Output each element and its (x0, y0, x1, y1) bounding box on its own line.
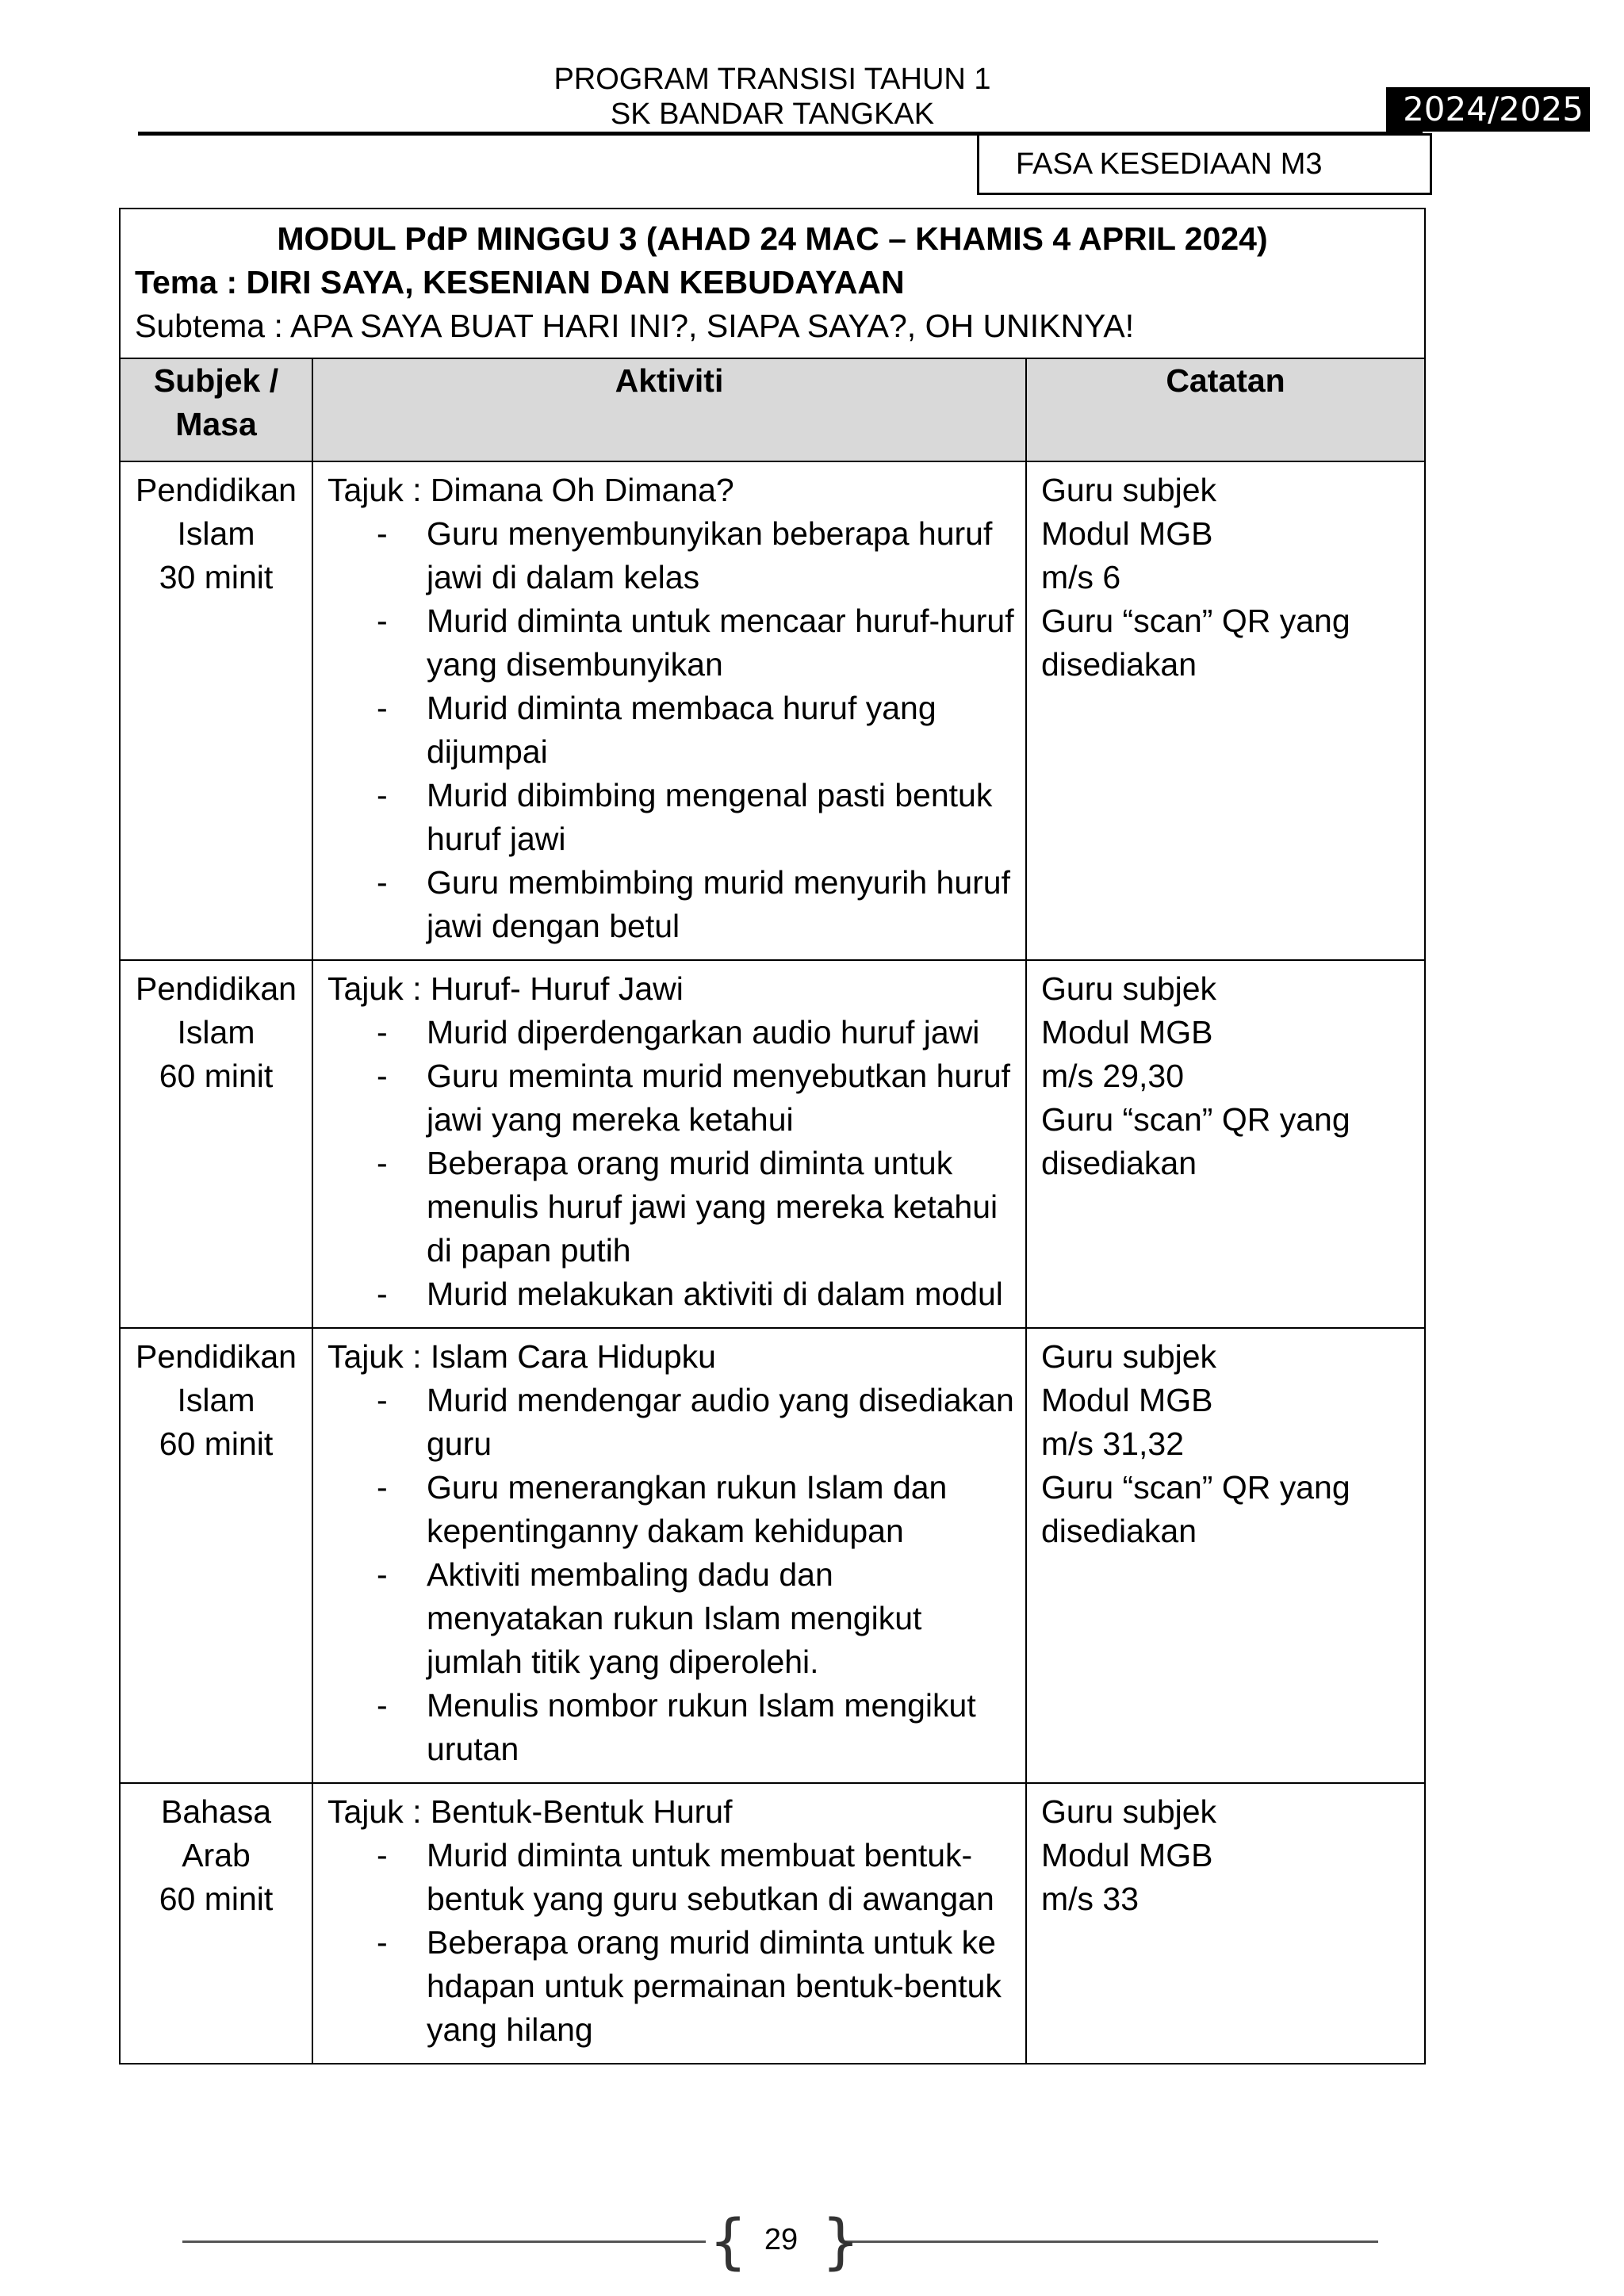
activity-step (327, 1834, 1016, 1921)
activity-step (327, 1142, 1016, 1272)
activity-steps (327, 1834, 1016, 2052)
year-badge: 2024/2025 (1386, 87, 1590, 132)
notes-cell (1026, 1783, 1425, 2064)
subject-line: Arab (182, 1837, 251, 1873)
bullet-dash: - (377, 777, 388, 813)
activity-step (327, 687, 1016, 774)
notes-line: Modul MGB (1041, 515, 1213, 552)
activity-step (327, 774, 1016, 861)
activity-step (327, 1921, 1016, 2052)
activity-step (327, 861, 1016, 948)
activity-step (327, 1684, 1016, 1771)
column-header-subject (120, 358, 312, 461)
activity-step-text: Guru membimbing murid menyurih huruf jawi dengan betul (427, 864, 1010, 944)
header-school-name: SK BANDAR TANGKAK (610, 98, 935, 131)
activity-steps (327, 1011, 1016, 1316)
footer-right-bracket: } (822, 2206, 860, 2276)
notes-line: m/s 31,32 (1041, 1425, 1185, 1462)
activity-step-text: Menulis nombor rukun Islam mengikut urutan (427, 1687, 976, 1767)
activity-step-text: Murid mendengar audio yang disediakan guru (427, 1382, 1014, 1462)
notes-line: Guru subjek (1041, 472, 1217, 508)
notes-line: Guru subjek (1041, 1338, 1217, 1375)
activity-title: Tajuk : Islam Cara Hidupku (327, 1338, 716, 1375)
activity-title: Tajuk : Huruf- Huruf Jawi (327, 970, 684, 1007)
notes-line: Modul MGB (1041, 1014, 1213, 1050)
activity-step (327, 1379, 1016, 1466)
activity-step-text: Murid diminta untuk mencaar huruf-huruf yang disembunyikan (427, 603, 1014, 683)
subject-cell (120, 461, 312, 960)
subject-cell (120, 1783, 312, 2064)
activity-cell (312, 461, 1026, 960)
activity-cell (312, 960, 1026, 1328)
subject-line: 60 minit (159, 1425, 274, 1462)
activity-cell (312, 1783, 1026, 2064)
bullet-dash: - (377, 690, 388, 726)
activity-steps (327, 1379, 1016, 1771)
header-program-title: PROGRAM TRANSISI TAHUN 1 (553, 63, 991, 96)
bullet-dash: - (377, 1556, 388, 1593)
activity-title: Tajuk : Dimana Oh Dimana? (327, 472, 734, 508)
bullet-dash: - (377, 1837, 388, 1873)
notes-line: Guru “scan” QR yang disediakan (1041, 1469, 1350, 1549)
activity-step-text: Beberapa orang murid diminta untuk ke hdapan untuk permainan bentuk-bentuk yang hilang (427, 1924, 1002, 2048)
module-title: MODUL PdP MINGGU 3 (AHAD 24 MAC – KHAMIS 4 APRIL 2024) (277, 220, 1268, 257)
subject-line: 30 minit (159, 559, 274, 595)
table-row (120, 1783, 1425, 2064)
fasa-label: FASA KESEDIAAN M3 (977, 133, 1432, 195)
bullet-dash: - (377, 1058, 388, 1094)
activity-step-text: Murid diminta untuk membuat bentuk-bentuk yang guru sebutkan di awangan (427, 1837, 994, 1917)
activity-step-text: Beberapa orang murid diminta untuk menulis huruf jawi yang mereka ketahui di papan putih (427, 1145, 998, 1269)
notes-line: m/s 6 (1041, 559, 1121, 595)
table-row (120, 461, 1425, 960)
notes-cell (1026, 960, 1425, 1328)
column-header-notes: Catatan (1026, 358, 1425, 461)
activity-step (327, 512, 1016, 599)
notes-line: Guru subjek (1041, 1793, 1217, 1830)
bullet-dash: - (377, 1014, 388, 1050)
notes-cell (1026, 1328, 1425, 1783)
subject-line: Pendidikan (136, 1338, 297, 1375)
subject-line: Islam (177, 1382, 255, 1418)
activity-step (327, 1466, 1016, 1553)
bullet-dash: - (377, 864, 388, 901)
notes-cell (1026, 461, 1425, 960)
column-header-row (120, 358, 1425, 461)
activity-steps (327, 512, 1016, 948)
column-header-subject-line1: Subjek / (153, 362, 279, 399)
page-number: 29 (764, 2223, 799, 2256)
activity-step-text: Murid melakukan aktiviti di dalam modul (427, 1276, 1003, 1312)
bullet-dash: - (377, 603, 388, 639)
bullet-dash: - (377, 515, 388, 552)
activity-step (327, 1553, 1016, 1684)
notes-line: m/s 33 (1041, 1881, 1139, 1917)
activity-step (327, 599, 1016, 687)
activity-step-text: Aktiviti membaling dadu dan menyatakan rukun Islam mengikut jumlah titik yang diperolehi. (427, 1556, 922, 1680)
notes-line: Guru “scan” QR yang disediakan (1041, 603, 1350, 683)
notes-line: Modul MGB (1041, 1837, 1213, 1873)
bullet-dash: - (377, 1687, 388, 1724)
module-table (119, 208, 1426, 2064)
activity-step-text: Guru menerangkan rukun Islam dan kepentinganny dakam kehidupan (427, 1469, 948, 1549)
bullet-dash: - (377, 1382, 388, 1418)
activity-step-text: Guru meminta murid menyebutkan huruf jawi yang mereka ketahui (427, 1058, 1011, 1138)
notes-line: m/s 29,30 (1041, 1058, 1185, 1094)
column-header-subject-line2: Masa (175, 406, 257, 442)
notes-line: Guru “scan” QR yang disediakan (1041, 1101, 1350, 1181)
bullet-dash: - (377, 1145, 388, 1181)
activity-step (327, 1272, 1016, 1316)
subject-line: 60 minit (159, 1058, 274, 1094)
module-subtema: Subtema : APA SAYA BUAT HARI INI?, SIAPA SAYA?, OH UNIKNYA! (135, 308, 1135, 344)
activity-step-text: Guru menyembunyikan beberapa huruf jawi di dalam kelas (427, 515, 993, 595)
activity-title: Tajuk : Bentuk-Bentuk Huruf (327, 1793, 733, 1830)
subject-line: Pendidikan (136, 472, 297, 508)
activity-step-text: Murid dibimbing mengenal pasti bentuk huruf jawi (427, 777, 993, 857)
subject-line: Islam (177, 1014, 255, 1050)
module-title-cell (120, 209, 1425, 358)
subject-cell (120, 960, 312, 1328)
bullet-dash: - (377, 1276, 388, 1312)
notes-line: Modul MGB (1041, 1382, 1213, 1418)
activity-step-text: Murid diminta membaca huruf yang dijumpai (427, 690, 936, 770)
table-row (120, 1328, 1425, 1783)
notes-line: Guru subjek (1041, 970, 1217, 1007)
subject-cell (120, 1328, 312, 1783)
activity-step (327, 1054, 1016, 1142)
table-row (120, 960, 1425, 1328)
activity-step-text: Murid diperdengarkan audio huruf jawi (427, 1014, 980, 1050)
activity-cell (312, 1328, 1026, 1783)
column-header-activity: Aktiviti (312, 358, 1026, 461)
module-tema: Tema : DIRI SAYA, KESENIAN DAN KEBUDAYAAN (135, 264, 905, 300)
subject-line: Islam (177, 515, 255, 552)
bullet-dash: - (377, 1924, 388, 1961)
bullet-dash: - (377, 1469, 388, 1506)
footer-rule-right (842, 2241, 1378, 2243)
footer-left-bracket: { (709, 2206, 748, 2276)
subject-line: 60 minit (159, 1881, 274, 1917)
footer-rule-left (182, 2241, 706, 2243)
activity-step (327, 1011, 1016, 1054)
subject-line: Pendidikan (136, 970, 297, 1007)
subject-line: Bahasa (160, 1793, 272, 1830)
